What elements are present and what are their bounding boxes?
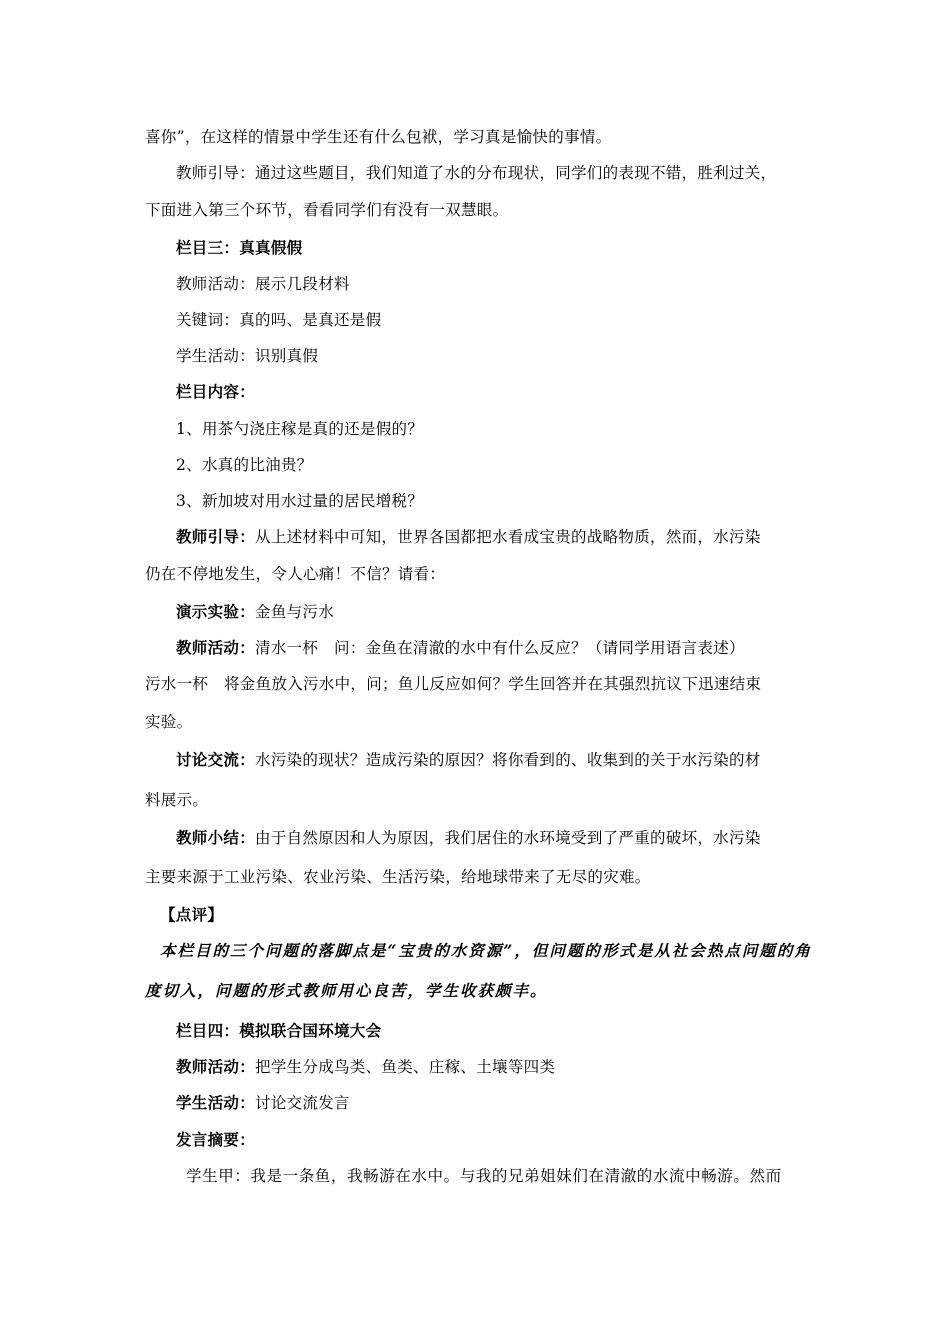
paragraph-line: 学生活动：讨论交流发言 — [176, 1093, 350, 1112]
subheading: 栏目内容： — [176, 382, 256, 401]
comment-heading: 【点评】 — [160, 905, 224, 924]
inline-label: 演示实验： — [176, 602, 256, 621]
comment-text: 本栏目的三个问题的落脚点是“宝贵的水资源”，但问题的形式是从社会热点问题的角 — [160, 941, 812, 960]
paragraph-line: 演示实验：金鱼与污水 — [176, 602, 335, 621]
paragraph-line: 讨论交流：水污染的现状？造成污染的原因？将你看到的、收集到的关于水污染的材 — [176, 750, 761, 769]
paragraph-line: 喜你”，在这样的情景中学生还有什么包袱，学习真是愉快的事情。 — [145, 128, 612, 146]
list-item: 1、用茶勺浇庄稼是真的还是假的？ — [176, 420, 424, 438]
inline-label: 教师活动： — [176, 638, 256, 657]
subheading: 发言摘要： — [176, 1130, 256, 1149]
inline-label: 教师引导： — [176, 527, 256, 546]
paragraph-line: 仍在不停地发生，令人心痛！不信？请看： — [145, 565, 446, 583]
list-item: 3、新加坡对用水过量的居民增税？ — [176, 492, 424, 510]
paragraph-line: 学生甲：我是一条鱼，我畅游在水中。与我的兄弟姐妹们在清澈的水流中畅游。然而 — [186, 1167, 782, 1185]
paragraph-line: 主要来源于工业污染、农业污染、生活污染，给地球带来了无尽的灾难。 — [145, 868, 651, 886]
paragraph-line: 教师引导：通过这些题目，我们知道了水的分布现状，同学们的表现不错，胜利过关， — [176, 164, 777, 182]
paragraph-line: 教师活动：把学生分成鸟类、鱼类、庄稼、土壤等四类 — [176, 1057, 556, 1076]
paragraph-line: 教师活动：清水一杯 问：金鱼在清澈的水中有什么反应？（请同学用语言表述） — [176, 638, 745, 657]
inline-label: 教师小结： — [176, 828, 256, 847]
paragraph-line: 教师引导：从上述材料中可知，世界各国都把水看成宝贵的战略物质，然而，水污染 — [176, 527, 761, 546]
inline-label: 讨论交流： — [176, 750, 256, 769]
paragraph-line: 教师活动：展示几段材料 — [176, 275, 350, 293]
paragraph-line: 教师小结：由于自然原因和人为原因，我们居住的水环境受到了严重的破坏，水污染 — [176, 828, 761, 847]
paragraph-line: 下面进入第三个环节，看看同学们有没有一双慧眼。 — [145, 201, 509, 219]
section-heading: 栏目四：模拟联合国环境大会 — [176, 1021, 382, 1040]
paragraph-line: 关键词：真的吗、是真还是假 — [176, 311, 382, 329]
inline-label: 学生活动： — [176, 1093, 256, 1112]
paragraph-line: 料展示。 — [145, 791, 209, 809]
paragraph-line: 污水一杯 将金鱼放入污水中，问；鱼儿反应如何？学生回答并在其强烈抗议下迅速结束 — [145, 675, 762, 693]
inline-label: 教师活动： — [176, 1057, 256, 1076]
comment-text: 度切入，问题的形式教师用心良苦，学生收获颇丰。 — [145, 981, 548, 1000]
paragraph-line: 实验。 — [145, 713, 193, 731]
paragraph-line: 学生活动：识别真假 — [176, 347, 319, 365]
list-item: 2、水真的比油贵？ — [176, 456, 313, 474]
section-heading: 栏目三：真真假假 — [176, 238, 303, 257]
